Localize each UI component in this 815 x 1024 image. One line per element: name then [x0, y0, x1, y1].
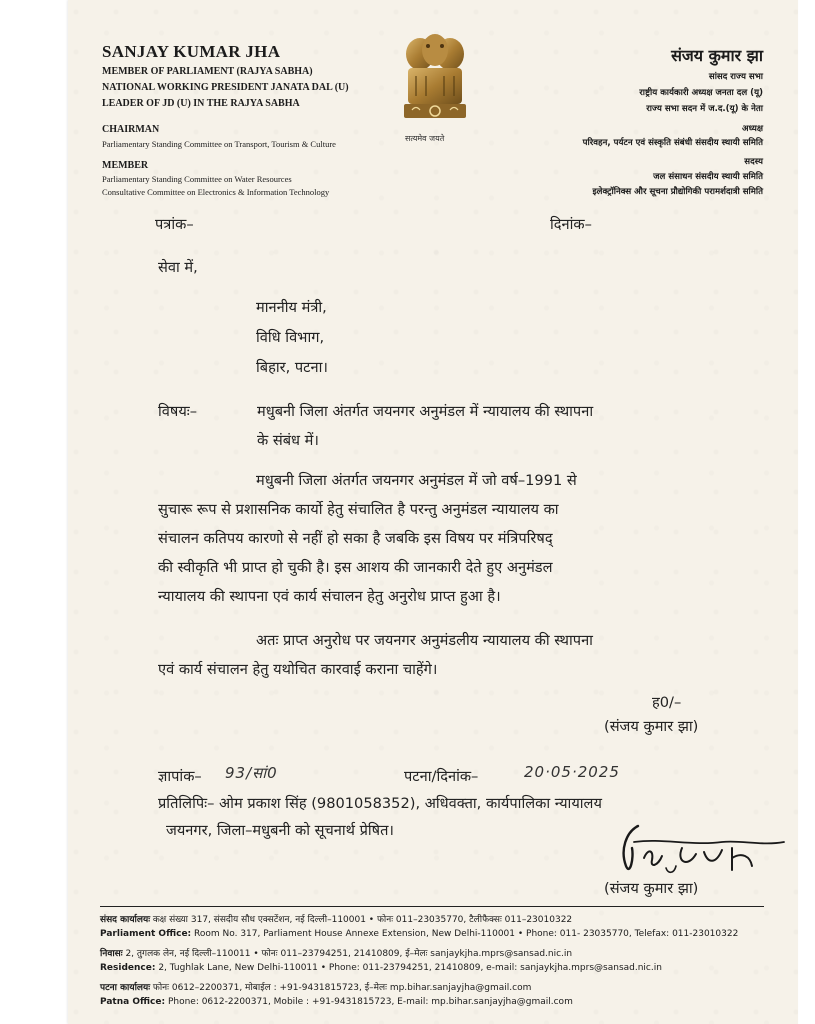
place-date-value: 20·05·2025 [524, 763, 620, 781]
footer-rule [100, 906, 764, 907]
chairman-committee: Parliamentary Standing Committee on Transport, Tourism & Culture [102, 139, 336, 149]
memo-number-value: 93/सां0 [225, 764, 278, 782]
english-title-line: MEMBER OF PARLIAMENT (RAJYA SABHA) [102, 66, 313, 77]
addressee-line: माननीय मंत्री, [256, 299, 327, 316]
hindi-name: संजय कुमार झा [671, 46, 763, 65]
chairman-label: CHAIRMAN [102, 124, 160, 135]
footer-line: Parliament Office: Room No. 317, Parliament House Annexe Extension, New Delhi-110001 • Phone: 011- 23035770, Telefax: 011-23010322 [100, 929, 739, 939]
memo-number-label: ज्ञापांक– [158, 768, 202, 785]
hindi-chairman-label: अध्यक्ष [742, 124, 763, 134]
paragraph-line: न्यायालय की स्थापना एवं कार्य संचालन हेतु अनुरोध प्राप्त हुआ है। [158, 588, 501, 605]
footer-line: संसद कार्यालयः कक्ष संख्या 317, संसदीय सौध एक्सटेंशन, नई दिल्ली–110001 • फोनः 011–23035770, टैलीफैक्सः 011–23010322 [100, 915, 573, 925]
signed-mark: ह0/– [652, 694, 682, 711]
copy-to-line: प्रतिलिपिः– ओम प्रकाश सिंह (9801058352), अधिवक्ता, कार्यपालिका न्यायालय [158, 795, 602, 812]
member-committee: Consultative Committee on Electronics & Information Technology [102, 187, 330, 197]
paragraph-line: एवं कार्य संचालन हेतु यथोचित कारवाई कराना चाहेंगे। [158, 661, 438, 678]
emblem-motto: सत्यमेव जयते [405, 134, 445, 143]
english-name: SANJAY KUMAR JHA [102, 42, 281, 61]
paragraph-line: संचालन कतिपय कारणो से नहीं हो सका है जबकि इस विषय पर मंत्रिपरिषद् [158, 530, 553, 547]
english-title-line: LEADER OF JD (U) IN THE RAJYA SABHA [102, 98, 300, 109]
paragraph-line: की स्वीकृति भी प्राप्त हो चुकी है। इस आशय की जानकारी देते हुए अनुमंडल [158, 559, 553, 576]
handwritten-signature [612, 818, 792, 880]
copy-to-line: जयनगर, जिला–मधुबनी को सूचनार्थ प्रेषित। [166, 822, 394, 839]
footer-line: Patna Office: Phone: 0612-2200371, Mobile : +91-9431815723, E-mail: mp.bihar.sanjayjha@gmail.com [100, 997, 573, 1007]
subject-line: के संबंध में। [257, 432, 319, 449]
hindi-member-committee: जल संसाधन संसदीय स्थायी समिति [653, 172, 763, 182]
footer-line: Residence: 2, Tughlak Lane, New Delhi-110011 • Phone: 011-23794251, 21410809, e-mail: sanjaykjha.mprs@sansad.nic.in [100, 963, 662, 973]
signatory-name: (संजय कुमार झा) [604, 718, 699, 735]
paragraph-line: सुचारू रूप से प्रशासनिक कार्यो हेतु संचालित है परन्तु अनुमंडल न्यायालय का [158, 501, 559, 518]
member-label: MEMBER [102, 160, 149, 171]
hindi-member-label: सदस्य [744, 157, 763, 167]
hindi-title-line: सांसद राज्य सभा [708, 72, 763, 82]
addressee-line: बिहार, पटना। [256, 359, 328, 376]
date-label: दिनांक– [550, 216, 592, 233]
footer-line: पटना कार्यालयः फोनः 0612–2200371, मोबाईल : +91-9431815723, ई–मेलः mp.bihar.sanjayjha@gmail.com [100, 983, 532, 993]
hindi-chairman-committee: परिवहन, पर्यटन एवं संस्कृति संबंधी संसदीय स्थायी समिति [582, 138, 763, 148]
letter-number-label: पत्रांक– [155, 216, 194, 233]
signatory-name-2: (संजय कुमार झा) [604, 880, 699, 897]
hindi-title-line: राष्ट्रीय कार्यकारी अध्यक्ष जनता दल (यू) [639, 88, 763, 98]
hindi-title-line: राज्य सभा सदन में ज.द.(यू) के नेता [646, 104, 763, 114]
addressee-line: विधि विभाग, [256, 329, 325, 346]
national-emblem-icon [398, 32, 472, 136]
member-committee: Parliamentary Standing Committee on Water Resources [102, 174, 292, 184]
paragraph-line: मधुबनी जिला अंतर्गत जयनगर अनुमंडल में जो वर्ष–1991 से [256, 472, 577, 489]
paragraph-line: अतः प्राप्त अनुरोध पर जयनगर अनुमंडलीय न्यायालय की स्थापना [256, 632, 593, 649]
salutation: सेवा में, [158, 259, 198, 276]
place-date-label: पटना/दिनांक– [404, 768, 479, 785]
subject-label: विषयः– [158, 403, 198, 420]
subject-line: मधुबनी जिला अंतर्गत जयनगर अनुमंडल में न्यायालय की स्थापना [257, 403, 594, 420]
hindi-member-committee: इलेक्ट्रॉनिक्स और सूचना प्रौद्योगिकी परामर्शदात्री समिति [592, 187, 763, 197]
english-title-line: NATIONAL WORKING PRESIDENT JANATA DAL (U) [102, 82, 349, 93]
footer-line: निवासः 2, तुगलक लेन, नई दिल्ली–110011 • फोनः 011–23794251, 21410809, ई–मेलः sanjaykjha.mprs@sansad.nic.in [100, 949, 573, 959]
